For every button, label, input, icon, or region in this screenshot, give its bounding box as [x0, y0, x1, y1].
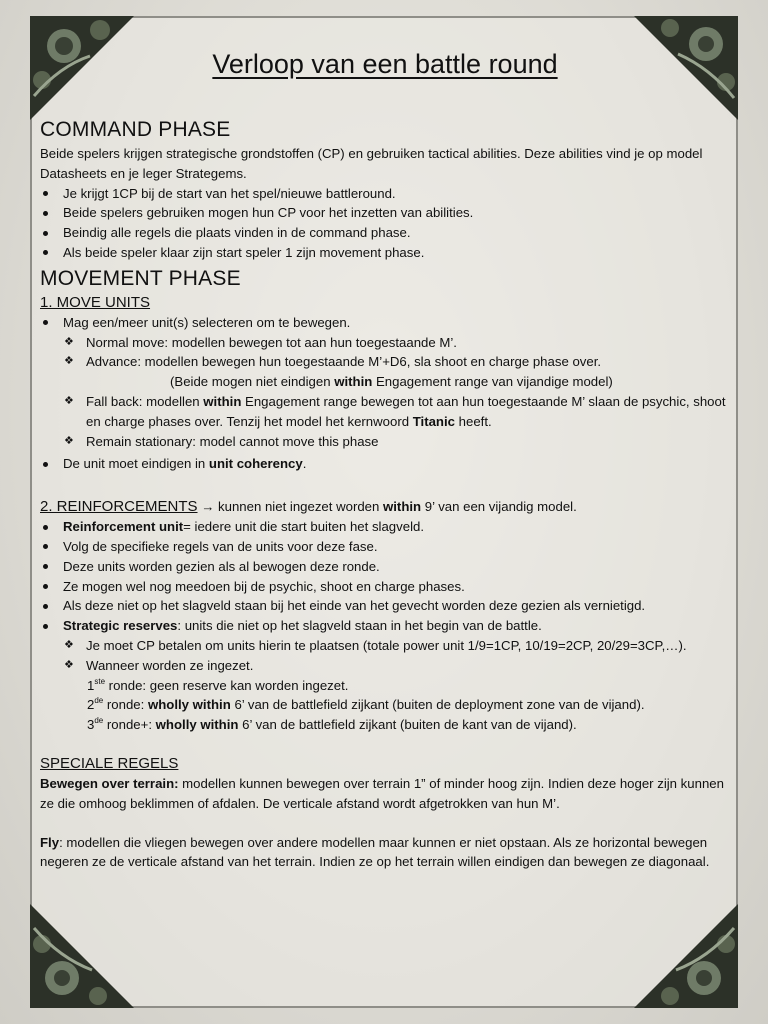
move-units-subheading: 1. MOVE UNITS	[40, 293, 151, 311]
advance-note: (Beide mogen niet eindigen within Engagement range van vijandige model)	[170, 374, 613, 390]
round-1-rule: 1ste ronde: geen reserve kan worden ingezet.	[87, 676, 349, 693]
diamond-bullet-icon: ❖	[64, 638, 74, 651]
list-item: ❖ Wanneer worden ze ingezet.	[40, 656, 730, 676]
movement-phase-heading: MOVEMENT PHASE	[40, 266, 241, 290]
list-item: Je krijgt 1CP bij de start van het spel/nieuwe battleround.	[40, 184, 730, 204]
page-title: Verloop van een battle round	[212, 49, 558, 79]
list-item: ❖ Normal move: modellen bewegen tot aan hun toegestaande M’.	[40, 333, 730, 353]
round-3-rule: 3de ronde+: wholly within 6’ van de battlefield zijkant (buiten de kant van de vijand).	[87, 716, 577, 733]
list-item: De unit moet eindigen in unit coherency.	[40, 454, 730, 474]
list-item: ❖ Advance: modellen bewegen hun toegestaande M’+D6, sla shoot en charge phase over.	[40, 352, 730, 372]
arrow-right-icon: →	[201, 499, 215, 515]
list-item: Als beide speler klaar zijn start speler 1 zijn movement phase.	[40, 243, 730, 263]
ornament-corner-icon	[30, 904, 134, 1008]
ornament-corner-icon	[634, 904, 738, 1008]
diamond-bullet-icon: ❖	[64, 658, 74, 671]
list-item: Reinforcement unit= iedere unit die start buiten het slagveld.	[40, 517, 730, 537]
list-item: Beindig alle regels die plaats vinden in de command phase.	[40, 223, 730, 243]
round-2-rule: 2de ronde: wholly within 6’ van de battlefield zijkant (buiten de deployment zone van de vijand).	[87, 696, 645, 713]
diamond-bullet-icon: ❖	[64, 394, 74, 407]
list-item: Als deze niet op het slagveld staan bij het einde van het gevecht worden deze gezien als vernietigd.	[40, 596, 730, 616]
terrain-rule: Bewegen over terrain: modellen kunnen bewegen over terrain 1” of minder hoog zijn. Indien deze hoger zijn kunnen ze die omhoog beklimmen of afdalen. De verticale afstand wordt afgetrokken van hun M’.	[40, 775, 724, 811]
list-item: Beide spelers gebruiken mogen hun CP voor het inzetten van abilities.	[40, 203, 730, 223]
list-item: ❖ Fall back: modellen within Engagement range bewegen tot aan hun toegestaande M’ slaan de psychic, shoot en charge phases over. Tenzij het model het kernwoord Titanic heeft.	[64, 393, 726, 429]
fly-rule: Fly: modellen die vliegen bewegen over andere modellen maar kunnen er niet opstaan. Als ze horizontal bewegen negeren ze de verticale afstand van het terrain. Indien ze op het terrain willen eindigen dan bewegen ze diagonaal.	[40, 834, 710, 870]
move-units-list	[40, 313, 730, 474]
command-phase-heading: COMMAND PHASE	[40, 118, 231, 141]
diamond-bullet-icon: ❖	[64, 434, 74, 447]
reinforcements-line: 2. REINFORCEMENTS → kunnen niet ingezet worden within 9’ van een vijandig model.	[40, 498, 577, 516]
list-item: Mag een/meer unit(s) selecteren om te bewegen.	[40, 313, 730, 333]
list-item: Volg de specifieke regels van de units voor deze fase.	[40, 537, 730, 557]
list-item: Ze mogen wel nog meedoen bij de psychic, shoot en charge phases.	[40, 577, 730, 597]
diamond-bullet-icon: ❖	[64, 355, 74, 368]
list-item: ❖ Remain stationary: model cannot move this phase	[40, 432, 730, 452]
command-phase-list	[40, 184, 730, 263]
reinforcements-list	[40, 517, 730, 735]
special-rules-subheading: SPECIALE REGELS	[40, 754, 179, 772]
command-phase-intro: Beide spelers krijgen strategische grondstoffen (CP) en gebruiken tactical abilities. Deze abilities vind je op model Datasheets en je leger Strategems.	[40, 146, 703, 181]
list-item: Strategic reserves: units die niet op het slagveld staan in het begin van de battle.	[40, 616, 730, 636]
list-item: ❖ Je moet CP betalen om units hierin te plaatsen (totale power unit 1/9=1CP, 10/19=2CP, 20/29=3CP,…).	[40, 636, 730, 656]
document-body	[40, 44, 730, 872]
diamond-bullet-icon: ❖	[64, 335, 74, 348]
list-item: Deze units worden gezien als al bewogen deze ronde.	[40, 557, 730, 577]
